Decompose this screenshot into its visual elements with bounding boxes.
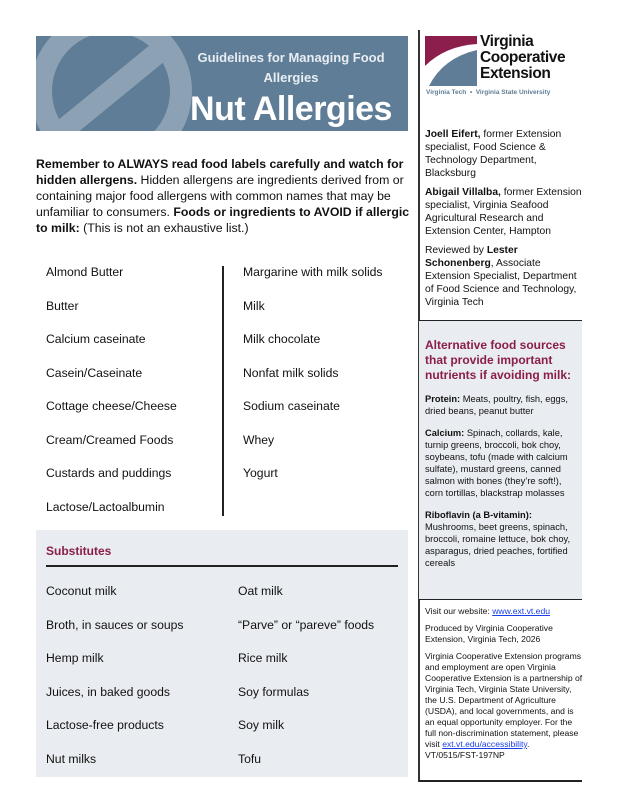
avoid-heading: Foods or ingredients to AVOID if allergic to milk: — [36, 205, 410, 235]
footer — [425, 606, 585, 761]
divider — [46, 565, 398, 567]
author-pre: Reviewed by — [425, 245, 487, 256]
nutrient-item — [425, 427, 580, 499]
list-item: Broth, in sauces or soups — [46, 617, 184, 632]
list-item: Almond Butter — [46, 265, 124, 279]
eeo-statement: Virginia Cooperative Extension programs and employment are open Virginia Cooperative Extension is a partnership of Virginia Tech, Virginia State University, the U.S. Department of Agriculture (USDA), and local governments, and is an equal opportunity employer. For the full non-discrimination statement, please visit — [425, 651, 583, 749]
list-item: Sodium caseinate — [243, 399, 340, 413]
list-item: Lactose/Lactoalbumin — [46, 499, 165, 514]
nutrient-label: Riboflavin (a B-vitamin): — [425, 510, 532, 520]
intro-bold: Remember to ALWAYS read food labels carefully and watch for hidden allergens. — [36, 157, 404, 187]
nutrient-label: Calcium: — [425, 428, 465, 438]
list-item: Milk chocolate — [243, 332, 321, 346]
list-item: Yogurt — [243, 466, 278, 480]
list-item: Soy milk — [238, 718, 285, 732]
logo-text: Extension — [480, 65, 551, 82]
author-role: former Extension specialist, Food Science & Technology Department, Blacksburg — [425, 129, 562, 179]
publication-code: VT/0515/FST-197NP — [425, 750, 505, 760]
intro-paragraph — [36, 156, 411, 236]
author-entry — [425, 186, 585, 238]
list-item: Custards and puddings — [46, 466, 172, 480]
author-role: former Extension specialist, Virginia Seafood Agricultural Research and Extension Center, Hampton — [425, 187, 582, 237]
list-item: Nut milks — [46, 751, 97, 766]
substitutes-left — [46, 584, 184, 785]
author-name: Abigail Villalba, — [425, 187, 501, 198]
list-item: Tofu — [238, 751, 262, 766]
banner-subtitle: Guidelines for Managing Food Allergies — [197, 50, 385, 85]
list-item: Calcium caseinate — [46, 332, 146, 346]
title-banner — [36, 36, 408, 131]
avoid-list-right — [243, 265, 383, 500]
nutrient-item — [425, 393, 580, 417]
page-title: Nut Allergies — [190, 90, 392, 128]
author-role: , Associate Extension Specialist, Department of Food Science and Technology, Virginia Tech — [425, 258, 577, 308]
substitutes-right — [238, 584, 374, 785]
list-item: Milk — [243, 298, 265, 313]
substitutes-panel — [36, 530, 408, 777]
nutrient-item — [425, 509, 580, 569]
nutrient-text: Spinach, collards, kale, turnip greens, broccoli, bok choy, soybeans, tofu (made with calcium sulfate), mustard greens, canned salmon with bones (they’re soft!), corn tortillas, blackstrap molasses — [425, 428, 568, 498]
list-item: Whey — [243, 432, 275, 447]
list-item: “Parve” or “pareve” foods — [238, 617, 375, 632]
list-item: Rice milk — [238, 651, 288, 665]
list-item: Butter — [46, 298, 79, 313]
list-item: Hemp milk — [46, 651, 104, 665]
produced-by: Produced by Virginia Cooperative Extension, Virginia Tech, 2026 — [425, 623, 553, 644]
author-entry — [425, 244, 585, 309]
list-item: Cottage cheese/Cheese — [46, 399, 177, 413]
list-item: Soy formulas — [238, 684, 310, 699]
nutrient-label: Protein: — [425, 394, 461, 404]
period: . — [527, 739, 530, 749]
column-divider — [222, 266, 224, 516]
list-item: Lactose-free products — [46, 718, 164, 732]
logo-text: Cooperative — [480, 49, 566, 66]
divider — [419, 780, 582, 782]
logo-text: Virginia — [480, 33, 534, 50]
accessibility-link[interactable]: ext.vt.edu/accessibility — [442, 739, 528, 749]
nutrients-panel — [419, 320, 582, 600]
author-name: Lester Schonenberg — [425, 245, 518, 269]
list-item: Juices, in baked goods — [46, 684, 170, 699]
author-name: Joell Eifert, — [425, 129, 481, 140]
nutrients-heading: Alternative food sources that provide important nutrients if avoiding milk: — [425, 338, 572, 382]
author-entry — [425, 128, 585, 180]
list-item: Margarine with milk solids — [243, 265, 383, 279]
authors — [425, 128, 585, 315]
logo-mark-icon — [425, 36, 477, 86]
website-link[interactable]: www.ext.vt.edu — [492, 606, 550, 616]
list-item: Oat milk — [238, 584, 283, 598]
intro-text: Hidden allergens are ingredients derived from or containing major food allergens with common names that may be unfamiliar to consumers. — [36, 173, 404, 219]
list-item: Coconut milk — [46, 584, 117, 598]
nutrient-text: Mushrooms, beet greens, spinach, broccoli, romaine lettuce, bok choy, asparagus, dried peaches, fortified cereals — [425, 522, 571, 568]
substitutes-heading: Substitutes — [46, 544, 112, 558]
nutrients-list — [425, 393, 580, 579]
list-item: Cream/Creamed Foods — [46, 432, 174, 447]
list-item: Nonfat milk solids — [243, 365, 339, 380]
nutrient-text: Meats, poultry, fish, eggs, dried beans, peanut butter — [425, 394, 568, 416]
avoid-list-left — [46, 265, 177, 533]
intro-note: (This is not an exhaustive list.) — [79, 221, 249, 235]
logo-tagline: Virginia Tech • Virginia State University — [426, 89, 551, 96]
visit-label: Visit our website: — [425, 606, 493, 616]
list-item: Casein/Caseinate — [46, 365, 143, 380]
